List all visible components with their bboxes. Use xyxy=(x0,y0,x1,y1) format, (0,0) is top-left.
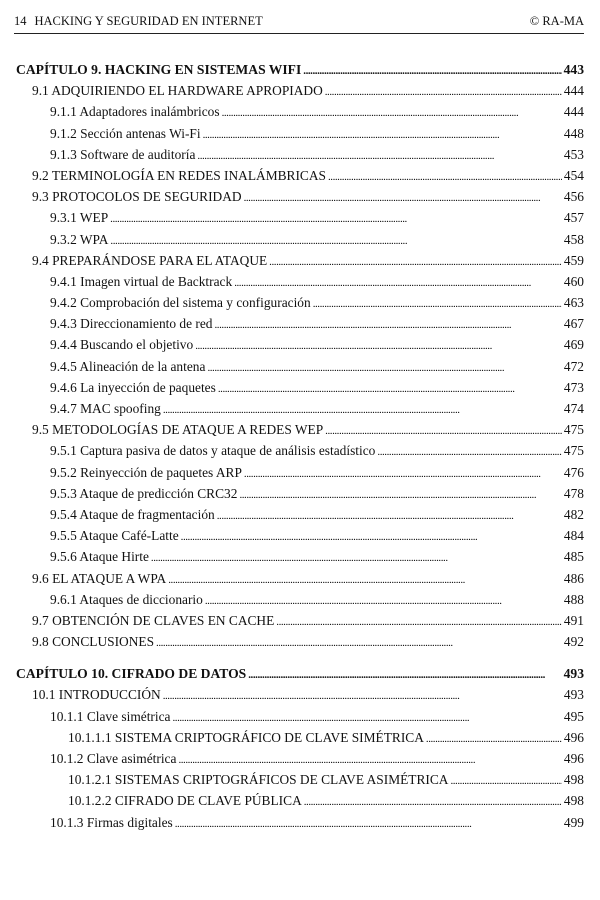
toc-entry[interactable] xyxy=(16,815,584,836)
dot-leader xyxy=(197,147,562,163)
toc-entry[interactable] xyxy=(16,422,584,443)
toc-page: 498 xyxy=(563,772,584,788)
toc-label: 9.8 CONCLUSIONES xyxy=(32,634,155,650)
toc-label: 9.5.3 Ataque de predicción CRC32 xyxy=(50,485,238,501)
toc-label: CAPÍTULO 10. CIFRADO DE DATOS xyxy=(16,666,247,682)
toc-entry[interactable] xyxy=(16,232,584,253)
toc-page: 454 xyxy=(563,167,584,183)
toc-page: 495 xyxy=(563,708,584,724)
toc-entry[interactable] xyxy=(16,507,584,528)
page-number: 14 xyxy=(14,14,27,28)
toc-entry[interactable] xyxy=(16,592,584,613)
toc-label: 10.1.1.1 SISTEMA CRIPTOGRÁFICO DE CLAVE SIMÉTRICA xyxy=(68,729,424,745)
chapter-9-title[interactable] xyxy=(16,62,584,83)
toc-label: 9.4.6 La inyección de paquetes xyxy=(50,379,216,395)
toc-label: 9.6 EL ATAQUE A WPA xyxy=(32,570,167,586)
toc-label: 10.1 INTRODUCCIÓN xyxy=(32,687,161,703)
toc-label: 9.4.4 Buscando el objetivo xyxy=(50,337,194,353)
toc-label: 9.5 METODOLOGÍAS DE ATAQUE A REDES WEP xyxy=(32,422,324,438)
dot-leader xyxy=(218,380,562,396)
toc-page: 496 xyxy=(563,751,584,766)
toc-page: 460 xyxy=(563,273,584,289)
toc-page: 476 xyxy=(563,464,584,480)
page-header xyxy=(14,14,584,34)
dot-leader xyxy=(325,83,562,99)
toc-page: 475 xyxy=(563,443,584,459)
chapter-gap xyxy=(16,655,584,666)
toc-entry[interactable] xyxy=(16,443,584,464)
toc-label: 10.1.2.2 CIFRADO DE CLAVE PÚBLICA xyxy=(68,793,302,809)
dot-leader xyxy=(325,422,562,438)
toc-label: CAPÍTULO 9. HACKING EN SISTEMAS WIFI xyxy=(16,62,302,77)
toc-entry[interactable] xyxy=(16,253,584,274)
toc-page: 448 xyxy=(563,125,584,141)
toc-page: 488 xyxy=(563,591,584,607)
toc-page: 453 xyxy=(563,146,584,162)
toc-page: 472 xyxy=(563,358,584,374)
toc-page: 498 xyxy=(563,793,584,809)
toc-entry[interactable] xyxy=(16,126,584,147)
toc-entry[interactable] xyxy=(16,793,584,814)
dot-leader xyxy=(234,274,562,290)
toc-entry[interactable] xyxy=(16,83,584,104)
toc-entry[interactable] xyxy=(16,465,584,486)
dot-leader xyxy=(215,316,562,332)
toc-entry[interactable] xyxy=(16,549,584,570)
toc-label: 10.1.1 Clave simétrica xyxy=(50,708,171,724)
dot-leader xyxy=(313,295,562,311)
toc-entry[interactable] xyxy=(16,168,584,189)
toc-entry[interactable] xyxy=(16,528,584,549)
toc-page: 443 xyxy=(563,62,584,77)
toc-label: 9.4.2 Comprobación del sistema y configuración xyxy=(50,295,311,311)
dot-leader xyxy=(195,337,562,353)
toc-page: 496 xyxy=(563,729,584,745)
toc-label: 9.5.1 Captura pasiva de datos y ataque de análisis estadístico xyxy=(50,443,376,459)
dot-leader xyxy=(222,104,562,120)
toc-label: 9.4.5 Alineación de la antena xyxy=(50,358,206,374)
dot-leader xyxy=(151,549,562,565)
dot-leader xyxy=(217,507,562,523)
dot-leader xyxy=(168,571,562,587)
toc-page: 482 xyxy=(563,506,584,522)
toc-label: 9.1.1 Adaptadores inalámbricos xyxy=(50,104,220,120)
toc-entry[interactable] xyxy=(16,359,584,380)
toc-label: 9.2 TERMINOLOGÍA EN REDES INALÁMBRICAS xyxy=(32,167,326,183)
toc-entry[interactable] xyxy=(16,687,584,708)
dot-leader xyxy=(276,613,562,629)
dot-leader xyxy=(207,359,561,375)
dot-leader xyxy=(248,666,561,682)
dot-leader xyxy=(156,634,562,650)
toc-entry[interactable] xyxy=(16,730,584,751)
dot-leader xyxy=(178,751,561,767)
toc-entry[interactable] xyxy=(16,210,584,231)
toc-label: 10.1.3 Firmas digitales xyxy=(50,814,173,830)
toc-entry[interactable] xyxy=(16,380,584,401)
toc-entry[interactable] xyxy=(16,709,584,730)
dot-leader xyxy=(181,528,562,544)
table-of-contents xyxy=(16,62,584,836)
dot-leader xyxy=(304,793,562,809)
toc-page: 474 xyxy=(563,401,584,416)
dot-leader xyxy=(239,486,561,502)
toc-entry[interactable] xyxy=(16,189,584,210)
dot-leader xyxy=(163,401,562,417)
chapter-10-title[interactable] xyxy=(16,666,584,687)
toc-entry[interactable] xyxy=(16,634,584,655)
dot-leader xyxy=(110,232,561,248)
toc-page: 492 xyxy=(563,634,584,650)
toc-entry[interactable] xyxy=(16,104,584,125)
toc-entry[interactable] xyxy=(16,147,584,168)
toc-label: 9.3 PROTOCOLOS DE SEGURIDAD xyxy=(32,189,242,205)
toc-label: 9.4 PREPARÁNDOSE PARA EL ATAQUE xyxy=(32,252,268,268)
dot-leader xyxy=(172,709,561,725)
publisher: © RA-MA xyxy=(529,14,584,28)
toc-entry[interactable] xyxy=(16,316,584,337)
toc-label: 9.1 ADQUIRIENDO EL HARDWARE APROPIADO xyxy=(32,83,323,99)
toc-page: 493 xyxy=(563,687,584,703)
toc-label: 10.1.2 Clave asimétrica xyxy=(50,751,177,766)
dot-leader xyxy=(450,772,561,788)
toc-entry[interactable] xyxy=(16,401,584,422)
chapter-9-entries xyxy=(16,83,584,655)
toc-page: 484 xyxy=(563,528,584,544)
toc-entry[interactable] xyxy=(16,337,584,358)
dot-leader xyxy=(244,189,562,205)
chapter-10-entries xyxy=(16,687,584,835)
dot-leader xyxy=(203,126,562,142)
dot-leader xyxy=(244,465,562,481)
toc-page: 475 xyxy=(563,422,584,438)
toc-label: 9.1.2 Sección antenas Wi-Fi xyxy=(50,125,201,141)
toc-page: 467 xyxy=(563,316,584,332)
toc-label: 9.5.6 Ataque Hirte xyxy=(50,549,149,565)
toc-entry[interactable] xyxy=(16,772,584,793)
dot-leader xyxy=(205,592,562,608)
toc-page: 493 xyxy=(563,666,584,682)
toc-label: 9.5.4 Ataque de fragmentación xyxy=(50,506,215,522)
toc-entry[interactable] xyxy=(16,571,584,592)
toc-label: 9.5.5 Ataque Café-Latte xyxy=(50,528,179,544)
toc-page: 456 xyxy=(563,189,584,205)
toc-page: 463 xyxy=(563,295,584,311)
dot-leader xyxy=(377,443,562,459)
dot-leader xyxy=(269,253,562,269)
toc-label: 9.3.1 WEP xyxy=(50,210,109,226)
dot-leader xyxy=(110,210,562,226)
toc-page: 486 xyxy=(563,570,584,586)
toc-label: 9.3.2 WPA xyxy=(50,231,109,247)
toc-page: 485 xyxy=(563,549,584,565)
toc-page: 491 xyxy=(563,612,584,628)
toc-label: 9.6.1 Ataques de diccionario xyxy=(50,591,203,607)
toc-page: 478 xyxy=(563,485,584,501)
toc-label: 9.4.3 Direccionamiento de red xyxy=(50,316,213,332)
toc-label: 9.4.7 MAC spoofing xyxy=(50,401,161,416)
header-left xyxy=(14,14,263,29)
dot-leader xyxy=(328,168,562,184)
dot-leader xyxy=(426,730,562,746)
book-title: HACKING Y SEGURIDAD EN INTERNET xyxy=(34,14,263,28)
dot-leader xyxy=(163,687,562,703)
toc-page: 444 xyxy=(563,83,584,99)
toc-entry[interactable] xyxy=(16,274,584,295)
toc-label: 9.5.2 Reinyección de paquetes ARP xyxy=(50,464,242,480)
toc-page: 469 xyxy=(563,337,584,353)
toc-page: 459 xyxy=(563,252,584,268)
toc-entry[interactable] xyxy=(16,486,584,507)
toc-page: 458 xyxy=(563,231,584,247)
toc-page: 473 xyxy=(563,379,584,395)
toc-page: 444 xyxy=(563,104,584,120)
toc-label: 10.1.2.1 SISTEMAS CRIPTOGRÁFICOS DE CLAVE ASIMÉTRICA xyxy=(68,772,449,788)
toc-entry[interactable] xyxy=(16,613,584,634)
dot-leader xyxy=(303,62,561,78)
toc-page: 499 xyxy=(563,814,584,830)
toc-label: 9.4.1 Imagen virtual de Backtrack xyxy=(50,273,233,289)
toc-page: 457 xyxy=(563,210,584,226)
toc-entry[interactable] xyxy=(16,295,584,316)
toc-entry[interactable] xyxy=(16,751,584,772)
toc-label: 9.7 OBTENCIÓN DE CLAVES EN CACHE xyxy=(32,612,275,628)
toc-label: 9.1.3 Software de auditoría xyxy=(50,146,196,162)
dot-leader xyxy=(175,815,562,831)
